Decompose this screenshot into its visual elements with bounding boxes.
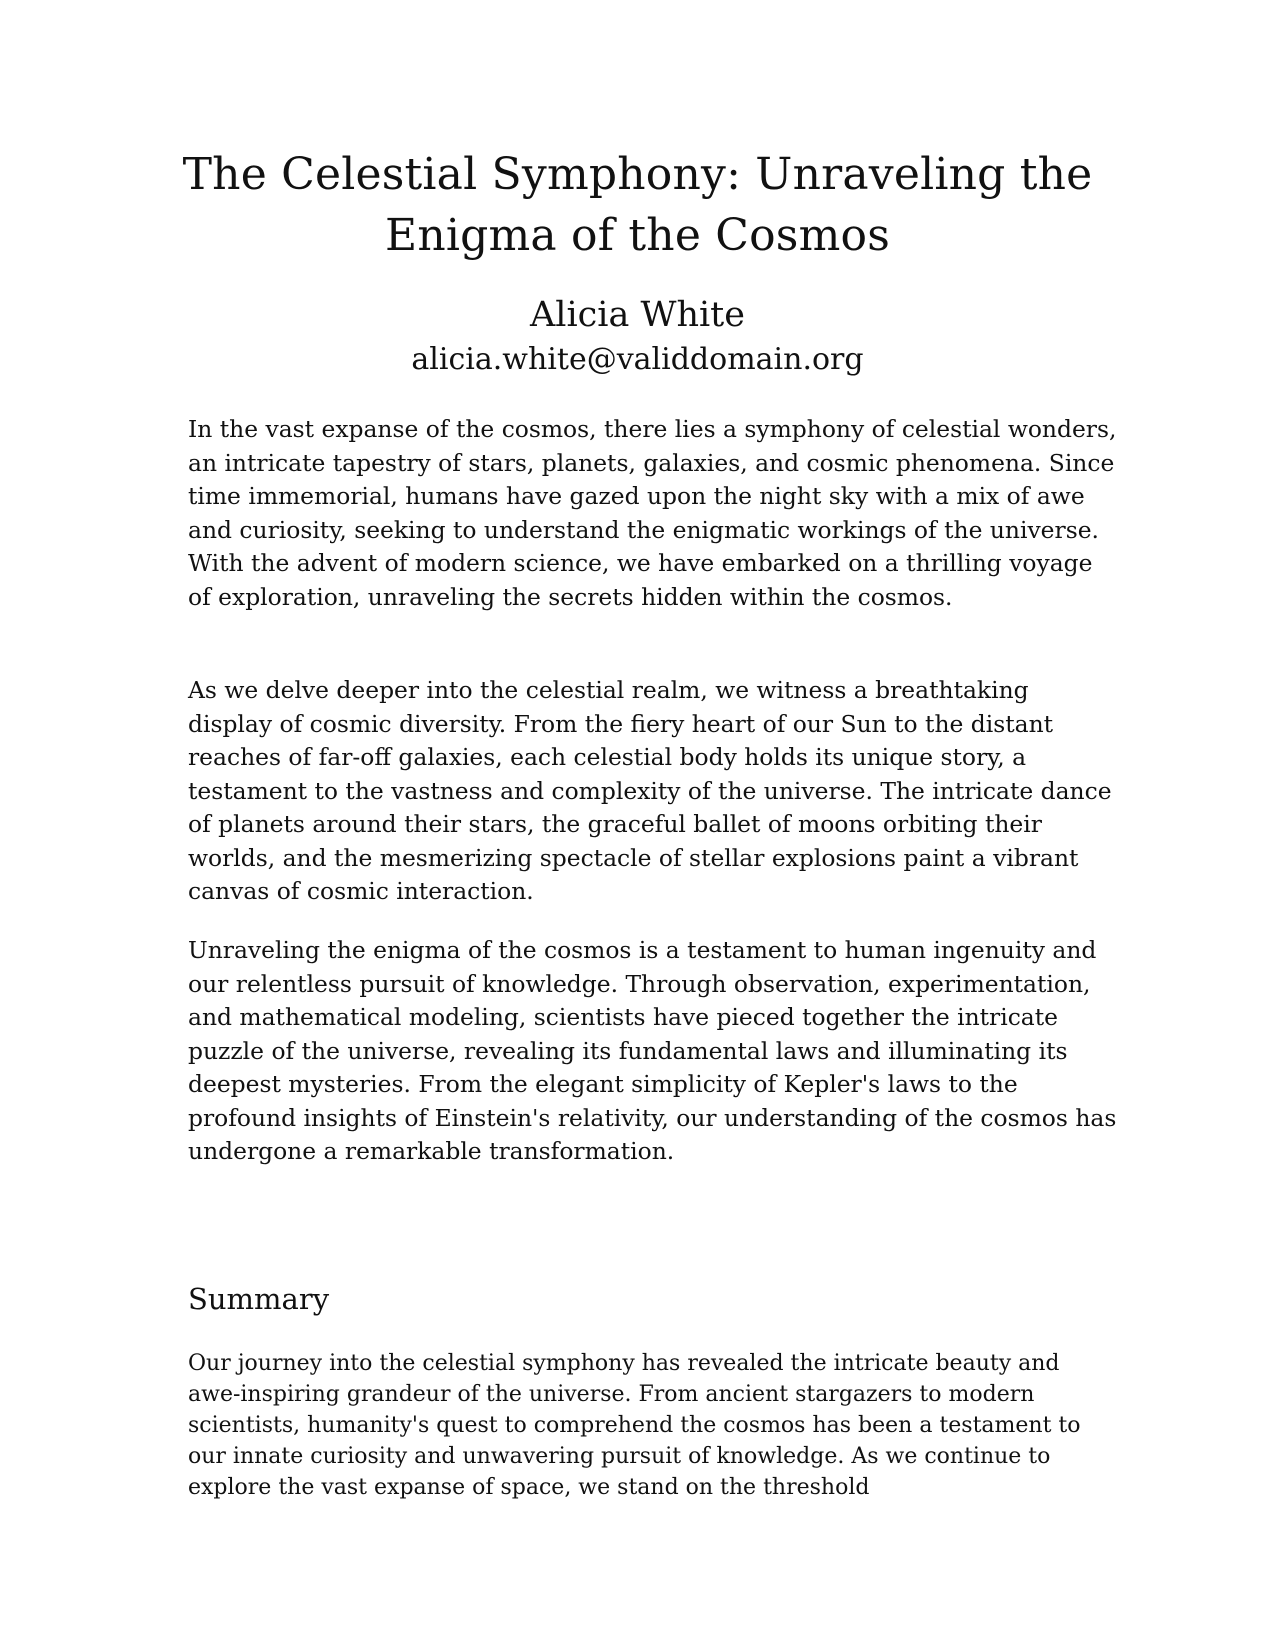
author-name: Alicia White: [530, 295, 745, 335]
author-email: alicia.white@validdomain.org: [411, 342, 864, 377]
summary-paragraph: Our journey into the celestial symphony has revealed the intricate beauty and awe-inspiring grandeur of the universe. From ancient stargazers to modern scientists, humanity's quest to comprehend the cosmos has been a testament to our innate curiosity and unwavering pursuit of knowledge. As we continue to explore the vast expanse of space, we stand on the threshold: [188, 1351, 1081, 1500]
body-paragraph: In the vast expanse of the cosmos, there lies a symphony of celestial wonders, an intricate tapestry of stars, planets, galaxies, and cosmic phenomena. Since time immemorial, humans have gazed upon the night sky with a mix of awe and curiosity, seeking to understand the enigmatic workings of the universe. With the advent of modern science, we have embarked on a thrilling voyage of exploration, unraveling the secrets hidden within the cosmos.: [188, 415, 1117, 611]
summary-heading: Summary: [188, 1282, 330, 1316]
document-title: The Celestial Symphony: Unraveling the Enigma of the Cosmos: [182, 149, 1093, 261]
body-paragraph: As we delve deeper into the celestial realm, we witness a breathtaking display of cosmic diversity. From the fiery heart of our Sun to the distant reaches of far-off galaxies, each celestial body holds its unique story, a testament to the vastness and complexity of the universe. The intricate dance of planets around their stars, the graceful ballet of moons orbiting their worlds, and the mesmerizing spectacle of stellar explosions paint a vibrant canvas of cosmic interaction.: [188, 676, 1112, 905]
body-paragraph: Unraveling the enigma of the cosmos is a testament to human ingenuity and our relentless pursuit of knowledge. Through observation, experimentation, and mathematical modeling, scientists have pieced together the intricate puzzle of the universe, revealing its fundamental laws and illuminating its deepest mysteries. From the elegant simplicity of Kepler's laws to the profound insights of Einstein's relativity, our understanding of the cosmos has undergone a remarkable transformation.: [188, 936, 1117, 1165]
